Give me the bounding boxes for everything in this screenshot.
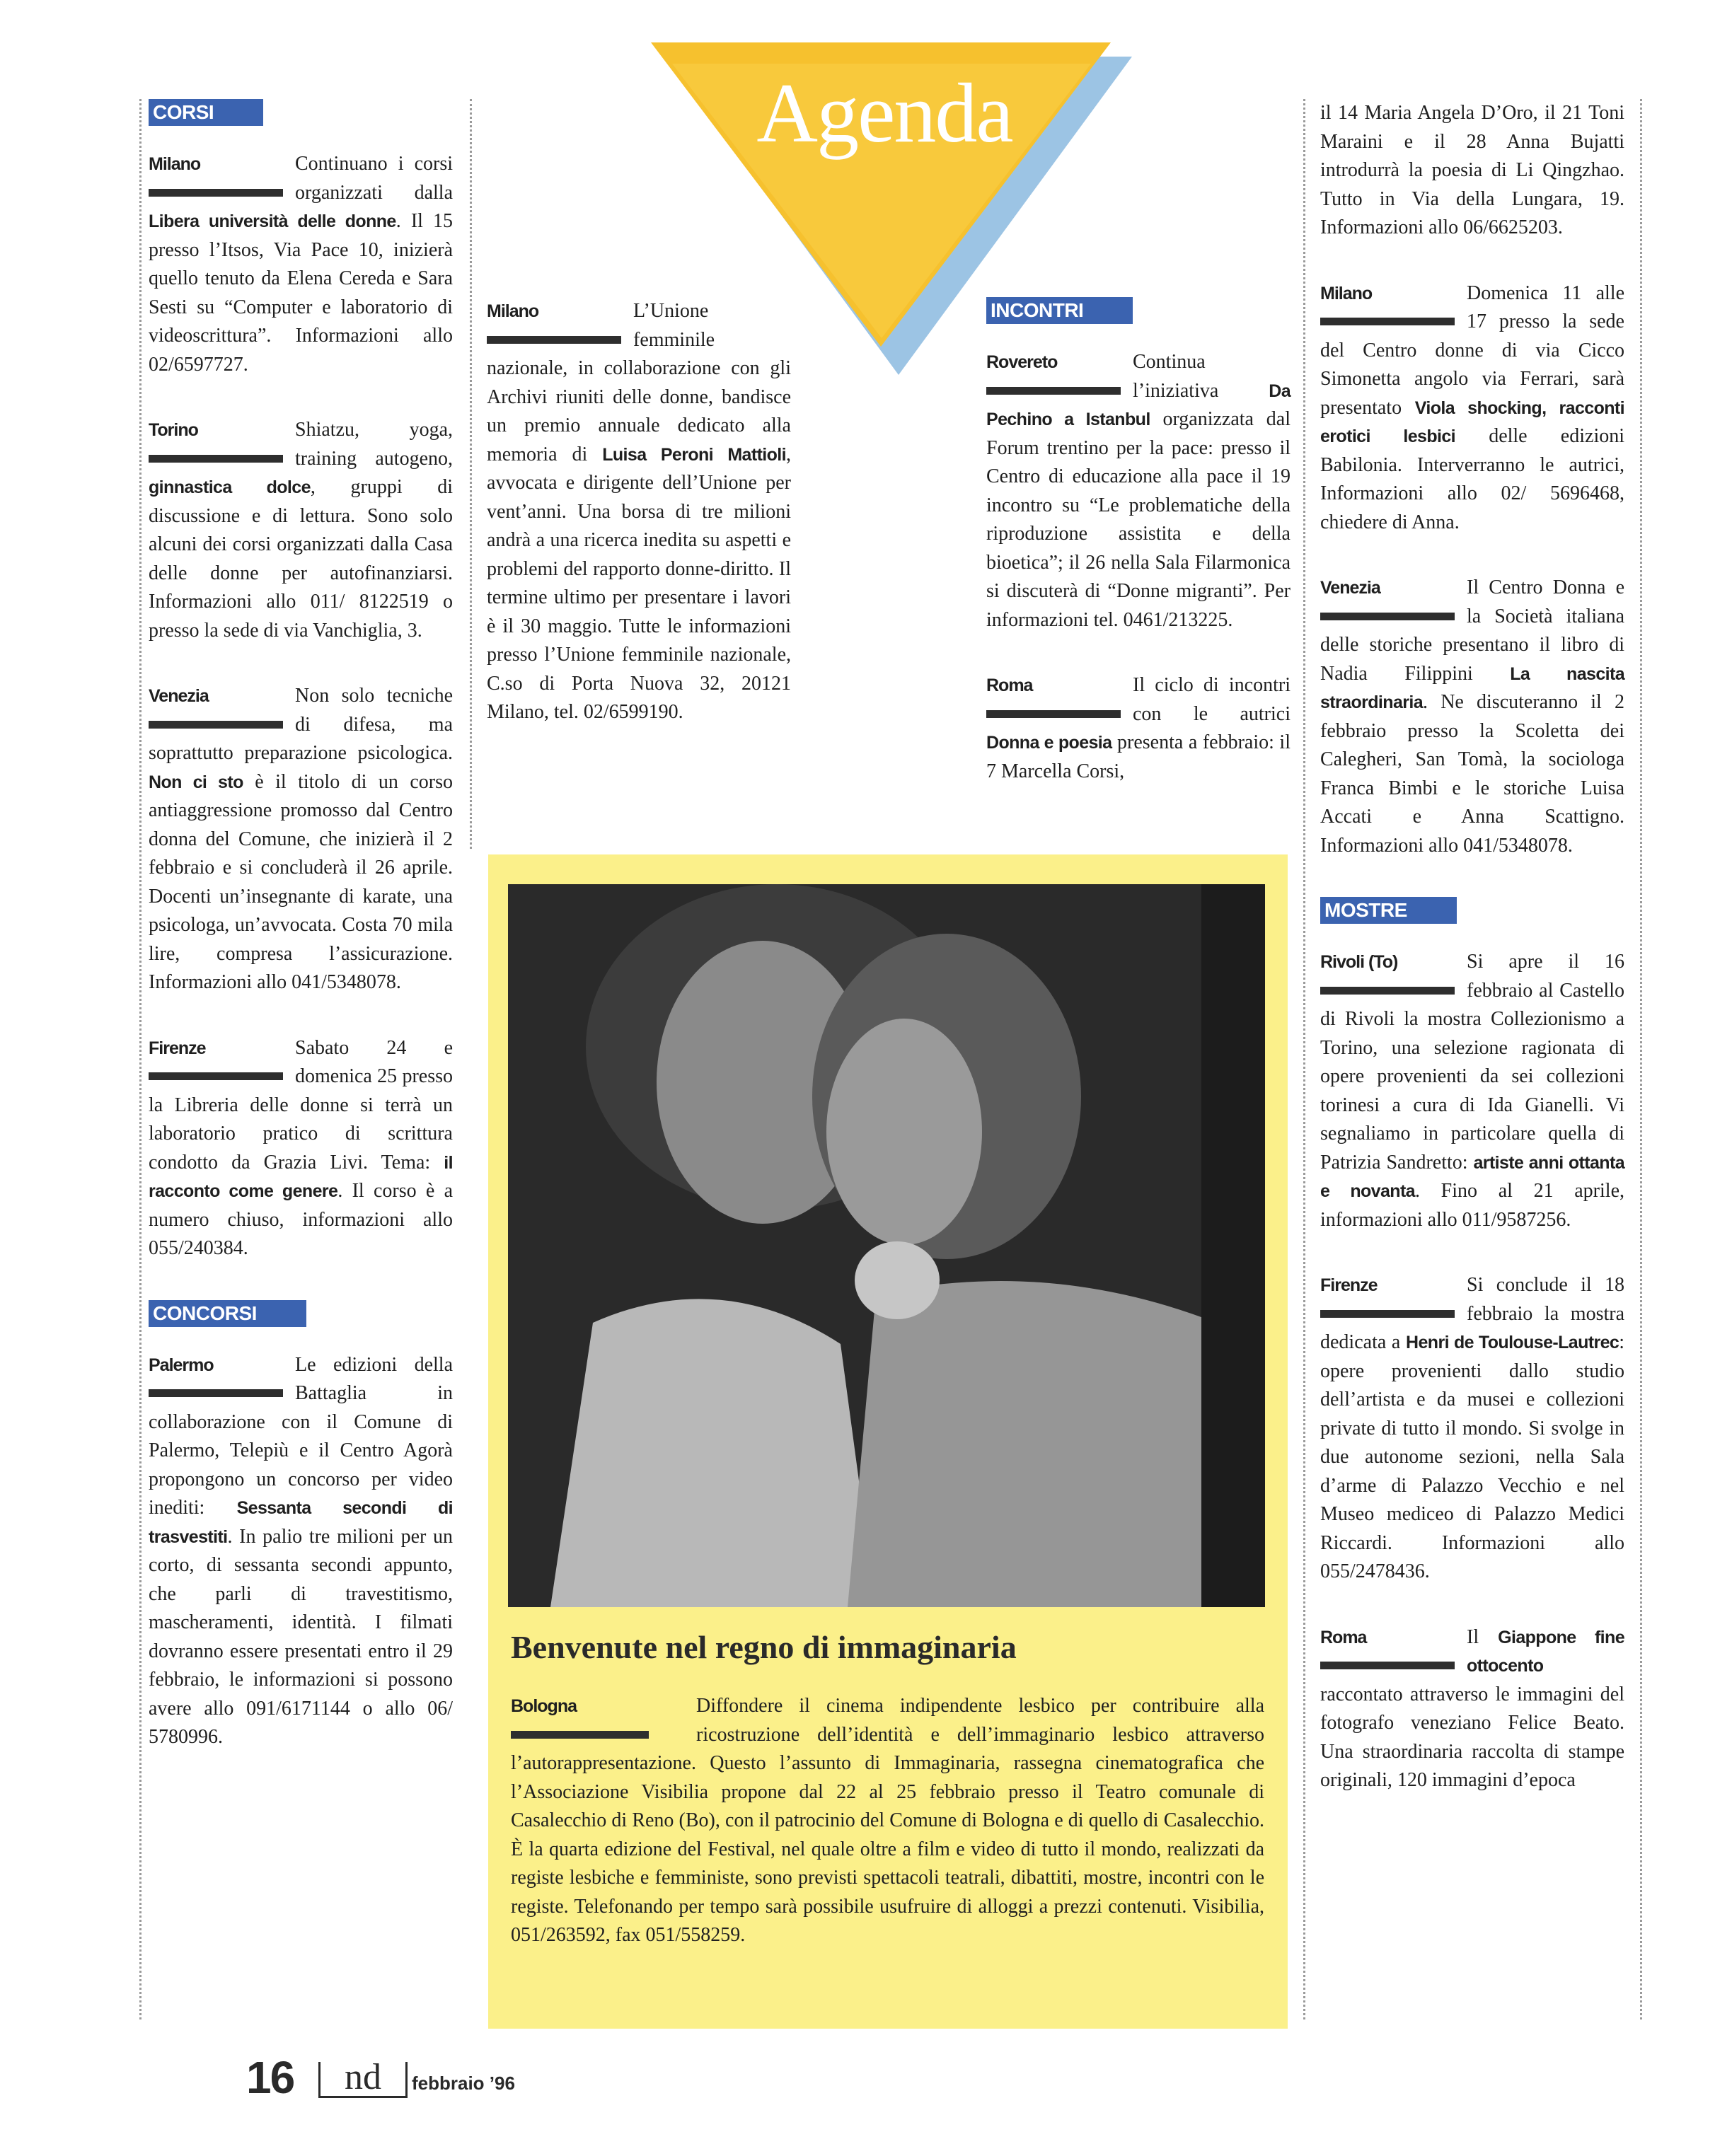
column-separator [1640,99,1642,2019]
feature-text: Diffondere il cinema indipendente lesbico per contribuire alla ricostruzione dell’identità e dell’immaginario lesbico attraverso l’autorappresentazione. Questo l’assunto di Immaginaria, rassegna cinematografica che l’Associazione Visibilia propone dal 22 al 25 febbraio presso il Teatro comunale di Casalecchio di Reno (Bo), con il patrocinio del Comune di Bologna e di quello di Casalecchio. È la quarta edizione del Festival, nel quale oltre a film e video di tutto il mondo, realizzati da registe lesbiche e femministe, sono previsti spettacoli teatrali, dibattiti, mostre, incontri con le registe. Telefonando per tempo sarà possibile usufruire di alloggi a prezzi contenuti. Visibilia, 051/263592, fax 051/558259. [511,1695,1264,1946]
city-block [1320,574,1458,620]
highlight-text: Donna e poesia [986,733,1112,753]
highlight-text: La nascita straordinaria [1320,663,1625,712]
city-block [1320,279,1458,326]
body-text: . Il corso è a numero chiuso, informazioni allo 055/240384. [149,1180,454,1259]
body-text: . In palio tre milioni per un corto, di sessanta secondi appunto, che parli di travestitismo, mascheramenti, identità. I filmati dovranno essere presentati entro il 29 febbraio, le informazioni si possono avere allo 091/6171144 o allo 06/ 5780996. [149,1525,453,1748]
body-text: delle edizioni Babilonia. Interverranno le autrici, Informazioni allo 02/ 5696468, chiedere di Anna. [1320,425,1625,533]
body-text: . Fino al 21 aprile, informazioni allo 011/9587256. [1320,1180,1624,1231]
agenda-entry [149,1034,453,1263]
agenda-entry [149,150,453,379]
body-text: presenta a febbraio: il 7 Marcella Corsi, [986,731,1291,782]
city-bar [986,710,1121,718]
issue-date: febbraio ’96 [412,2073,515,2094]
body-text: , avvocata e dirigente dell’Unione per vent’anni. Una borsa di tre milioni andrà a una ricerca inedita su aspetti e problemi del rapporto donne-diritto. Il termine ultimo per presentare i lavori è il 30 maggio. Tutte le informazioni presso l’Unione femminile nazionale, C.so di Porta Nuova 32, 20121 Milano, tel. 02/6599190. [487,443,792,723]
city-name: Rovereto [986,352,1058,372]
body-text: Il ciclo di incontri con le autrici [1133,674,1291,725]
city-bar [487,336,621,344]
city-bar [149,1072,283,1080]
city-name: Milano [149,154,201,174]
city-block [986,671,1124,718]
city-bar [149,189,283,197]
section-heading: CONCORSI [149,1300,306,1327]
body-text: Le edizioni della Battaglia in collaborazione con il Comune di Palermo, Telepiù e il Centro Agorà propongono un concorso per video inediti: [149,1353,453,1519]
city-name: Rivoli (To) [1320,952,1398,972]
feature-city-block [511,1692,659,1739]
highlight-text: Viola shocking, racconti erotici lesbici [1320,398,1624,446]
section-heading: CORSI [149,99,263,126]
highlight-text: Sessanta secondi di trasvestiti [149,1498,453,1547]
city-bar [986,387,1121,395]
column-separator [1303,99,1305,2019]
body-text: Si conclude il 18 febbraio la mostra dedicata a [1320,1274,1624,1353]
highlight-text: Luisa Peroni Mattioli [602,444,787,465]
city-bar [1320,1662,1455,1669]
body-text: Continua l’iniziativa [1133,351,1269,402]
agenda-entry [1320,948,1624,1234]
column-2 [487,297,791,764]
city-bar [1320,318,1455,325]
city-block [149,1351,287,1398]
column-4 [1320,99,1624,1832]
agenda-entry [487,297,791,727]
agenda-entry [149,1351,453,1752]
body-text: Il [1467,1625,1499,1648]
agenda-entry [986,348,1291,634]
body-text: Il Centro Donna e la Società italiana delle storiche presentano il libro di Nadia Filippini [1320,576,1624,685]
body-text: . Il 15 presso l’Itsos, Via Pace 10, inizierà quello tenuto da Elena Cereda e Sara Sesti su “Computer e laboratorio di videoscrittura”. Informazioni allo 02/6597727. [149,210,453,376]
city-name: Venezia [149,686,209,706]
body-text: Continuano i corsi organizzati dalla [295,153,453,204]
page-number: 16 [246,2052,294,2103]
city-name: Milano [487,301,539,321]
body-text: : opere provenienti dallo studio dell’artista e da musei e collezioni private di tutto il mondo. Si svolge in due autonome sezioni, nella Sala d’arme di Palazzo Vecchio e nel Museo mediceo di Palazzo Medici Riccardi. Informazioni allo 055/2478436. [1320,1331,1624,1582]
feature-city: Bologna [511,1696,577,1716]
body-text: raccontato attraverso le immagini del fotografo veneziano Felice Beato. Una straordinaria raccolta di stampe originali, 120 immagini d’epoca [1320,1683,1624,1791]
city-bar [149,455,283,463]
body-text: Domenica 11 alle 17 presso la sede del Centro donne di via Cicco Simonetta angolo via Ferrari, sarà presentato [1320,282,1624,419]
feature-title: Benvenute nel regno di immaginaria [511,1629,1017,1665]
body-text: il 14 Maria Angela D’Oro, il 21 Toni Maraini e il 28 Anna Bujatti introdurrà la poesia di Li Qingzhao. Tutto in Via della Lungara, 19. Informazioni allo 06/6625203. [1320,102,1624,238]
body-text: organizzata dal Forum trentino per la pace: presso il Centro di educazione alla pace il 19 incontro su “Le problematiche della riproduzione assistita e della bioetica”; il 26 nella Sala Filarmonica si discuterà di “Donne migranti”. Per informazioni tel. 0461/213225. [986,408,1291,631]
column-3 [986,297,1291,823]
agenda-entry [1320,279,1624,538]
section-heading: MOSTRE [1320,897,1457,924]
agenda-entry [149,416,453,645]
city-name: Palermo [149,1355,214,1375]
city-bar [1320,613,1455,620]
agenda-entry [1320,99,1624,243]
city-name: Milano [1320,283,1373,303]
body-text: è il titolo di un corso antiaggressione promosso dal Centro donna del Comune, che inizierà il 2 febbraio e si concluderà il 26 aprile. Docenti un’insegnante di karate, una psicologa, un’avvocata. Costa 70 mila lire, compresa l’assicurazione. Informazioni allo 041/5348078. [149,770,453,993]
highlight-text: Da Pechino a Istanbul [986,381,1291,429]
body-text: L’Unione femminile nazionale, in collaborazione con gli Archivi riuniti delle donne, bandisce un premio annuale dedicato alla memoria di [487,300,791,465]
city-bar [149,1389,283,1397]
highlight-text: artiste anni ottanta e novanta [1320,1152,1624,1201]
city-name: Roma [986,676,1033,695]
agenda-entry [1320,1271,1624,1587]
city-bar [149,721,283,729]
kiss-photo [508,884,1265,1607]
city-name: Firenze [1320,1275,1378,1295]
feature-text-block [511,1692,1264,1950]
highlight-text: Giappone fine ottocento [1467,1627,1625,1676]
body-text: Non solo tecniche di difesa, ma soprattutto preparazione psicologica. [149,685,453,764]
city-block [986,348,1124,395]
body-text: , gruppi di discussione e di lettura. Sono solo alcuni dei corsi organizzati dalla Casa delle donne per autofinanziarsi. Informazioni allo 011/ 8122519 o presso la sede di via Vanchiglia, 3. [149,476,453,642]
column-1 [149,99,453,1789]
agenda-entry [1320,1623,1624,1795]
city-block [149,416,287,463]
city-bar [1320,987,1455,995]
body-text: Sabato 24 e domenica 25 presso la Libreria delle donne si terrà un laboratorio pratico di scrittura condotto da Grazia Livi. Tema: [149,1036,453,1173]
city-name: Venezia [1320,578,1380,598]
highlight-text: Henri de Toulouse-Lautrec [1406,1333,1620,1352]
agenda-title: Agenda [756,66,1012,160]
agenda-entry [986,671,1291,786]
agenda-entry [149,682,453,997]
city-bar [1320,1310,1455,1318]
city-block [149,150,287,197]
city-block [149,682,287,729]
body-text: . Ne discuteranno il 2 febbraio presso la Scoletta dei Calegheri, San Tomà, la sociologa Franca Bimbi e le storiche Luisa Accati e Anna Scattigno. Informazioni allo 041/5348078. [1320,691,1624,857]
agenda-entry [1320,574,1624,860]
city-block [487,297,625,344]
column-separator [470,99,472,849]
city-block [1320,948,1458,995]
highlight-text: Libera università delle donne [149,211,396,231]
body-text: Shiatzu, yoga, training autogeno, [295,419,453,470]
city-name: Roma [1320,1627,1367,1647]
city-bar [511,1731,649,1739]
city-name: Torino [149,420,198,440]
city-block [149,1034,287,1081]
highlight-text: il racconto come genere [149,1152,453,1201]
city-name: Firenze [149,1038,206,1058]
highlight-text: Non ci sto [149,772,243,792]
city-block [1320,1623,1458,1670]
section-heading: INCONTRI [986,297,1133,324]
column-separator [139,99,142,2019]
body-text: Si apre il 16 febbraio al Castello di Rivoli la mostra Collezionismo a Torino, una selezione ragionata di opere provenienti da sei collezioni torinesi a cura di Ida Gianelli. Vi segnaliamo in particolare quella di Patrizia Sandretto: [1320,951,1624,1173]
city-block [1320,1271,1458,1318]
magazine-logo: nd [318,2062,408,2098]
highlight-text: ginnastica dolce [149,477,311,497]
